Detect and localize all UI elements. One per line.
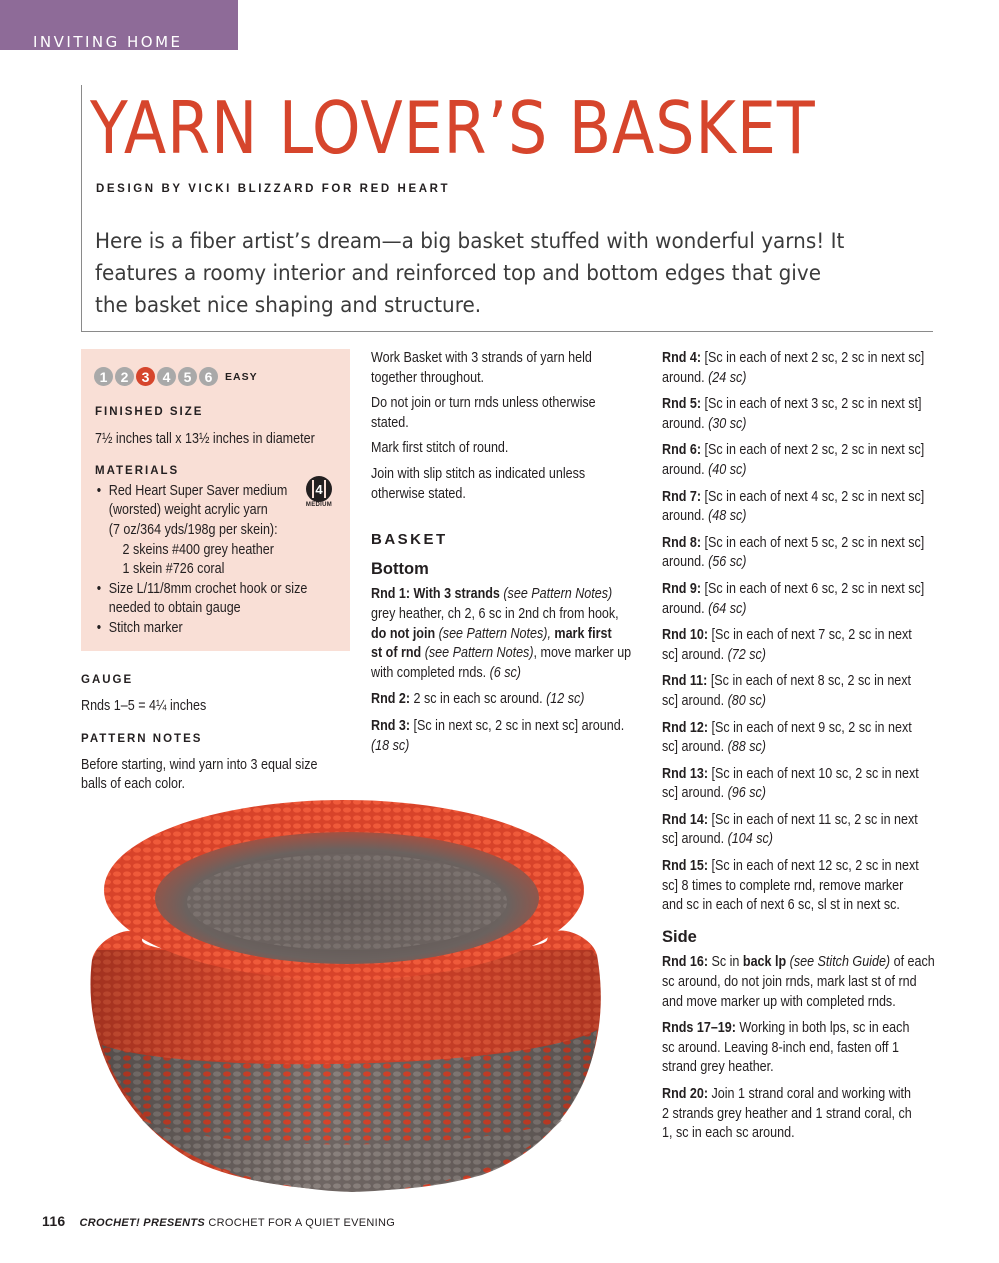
round-count: (30 sc)	[708, 415, 747, 432]
round-text: around.	[662, 600, 709, 617]
note-paragraph	[371, 394, 603, 433]
round-count: (104 sc)	[727, 831, 773, 848]
round-label: Rnd 20:	[662, 1086, 709, 1102]
yarn-ball-icon	[306, 476, 332, 502]
finished-size-label: FINISHED SIZE	[95, 406, 204, 418]
title-rule-horizontal	[81, 331, 933, 332]
round-note: (see Stitch Guide)	[786, 954, 891, 971]
round-label: Rnd 16:	[662, 954, 709, 971]
round-text: Join 1 strand coral and working with	[708, 1086, 912, 1102]
materials-label: MATERIALS	[95, 465, 180, 478]
round-label: Rnd 9:	[662, 580, 702, 597]
basket-photo	[82, 790, 612, 1200]
skill-level	[94, 367, 258, 386]
round-text: 2 sc in each sc around.	[410, 691, 547, 708]
material-yarn-line: (7 oz/364 yds/198g per skein):	[108, 521, 278, 538]
yarn-weight-number: 4	[315, 481, 323, 497]
note-line: Mark first stitch of round.	[371, 440, 509, 457]
round-text: sc] around.	[662, 785, 728, 802]
skill-dot-1: 1	[94, 367, 113, 386]
round-label: Rnd 8:	[662, 534, 702, 551]
round-count: (18 sc)	[371, 737, 410, 754]
round-text: sc] around.	[662, 692, 728, 709]
bottom-heading: Bottom	[371, 559, 429, 578]
round-item	[662, 488, 925, 527]
round-label: Rnd 3:	[371, 717, 411, 734]
round-text: [Sc in each of next 7 sc, 2 sc in next	[708, 627, 912, 644]
round-label: Rnds 17–19:	[662, 1020, 736, 1037]
side-rounds	[662, 953, 935, 1143]
round-item	[662, 626, 911, 665]
side-heading: Side	[662, 927, 697, 946]
material-yarn-line: • Red Heart Super Saver medium	[108, 482, 288, 499]
gauge-label: GAUGE	[81, 674, 134, 686]
round-text: around.	[662, 508, 709, 525]
round-text: [Sc in each of next 8 sc, 2 sc in next	[707, 673, 912, 690]
round-count: (80 sc)	[727, 692, 766, 709]
round-text: around.	[662, 554, 709, 571]
skill-dot-4: 4	[157, 367, 176, 386]
round-text: [Sc in each of next 6 sc, 2 sc in next sc]	[701, 580, 925, 597]
page-footer	[42, 1213, 395, 1229]
pattern-notes-line: balls of each color.	[81, 776, 185, 793]
round-item	[662, 811, 918, 850]
pattern-notes-label: PATTERN NOTES	[81, 733, 203, 746]
rounds-17-19	[662, 1019, 911, 1078]
note-paragraph	[371, 439, 603, 459]
gauge-text: Rnds 1–5 = 4¼ inches	[81, 697, 207, 714]
round-1	[371, 585, 632, 683]
round-text: [Sc in each of next 4 sc, 2 sc in next sc]	[701, 488, 925, 505]
round-label: Rnd 7:	[662, 488, 702, 505]
page-title: YARN LOVER’S BASKET	[90, 86, 816, 170]
material-marker: • Stitch marker	[95, 619, 310, 639]
round-label: Rnd 5:	[662, 396, 702, 413]
round-emphasis: st of rnd	[371, 645, 422, 662]
skill-dot-5: 5	[178, 367, 197, 386]
round-emphasis: mark first	[554, 625, 612, 642]
gauge-notes-column	[81, 671, 351, 795]
round-item	[662, 441, 925, 480]
footer-book-title: CROCHET FOR A QUIET EVENING	[205, 1217, 396, 1229]
notes-block	[371, 349, 603, 504]
round-count: (12 sc)	[546, 691, 585, 708]
round-item	[662, 580, 925, 619]
round-15-wrap	[662, 857, 919, 916]
note-line: Do not join or turn rnds unless otherwise	[371, 395, 596, 412]
round-label: Rnd 15:	[662, 858, 709, 875]
round-text: [Sc in next sc, 2 sc in next sc] around.	[410, 717, 625, 734]
skill-dot-6: 6	[199, 367, 218, 386]
round-count: (48 sc)	[708, 508, 747, 525]
round-note: (see Pattern Notes),	[435, 625, 555, 642]
round-15	[662, 857, 919, 916]
round-text: around.	[662, 461, 709, 478]
section-label: INVITING HOME	[33, 33, 183, 51]
note-line: together throughout.	[371, 369, 485, 386]
round-item	[662, 534, 925, 573]
round-text: sc around. Leaving 8-inch end, fasten off 1	[662, 1039, 899, 1056]
round-count: (72 sc)	[727, 646, 766, 663]
round-count: (64 sc)	[708, 600, 747, 617]
round-label: Rnd 12:	[662, 719, 709, 736]
round-item	[662, 349, 925, 388]
middle-column	[371, 349, 641, 756]
section-tab	[0, 0, 238, 50]
designer-credit: DESIGN BY VICKI BLIZZARD FOR RED HEART	[96, 183, 451, 195]
round-item	[662, 395, 922, 434]
round-emphasis: do not join	[371, 625, 436, 642]
round-text: 1, sc in each sc around.	[662, 1125, 795, 1142]
footer-brand: CROCHET! PRESENTS	[79, 1217, 205, 1229]
round-text: and sc in each of next 6 sc, sl st in next sc.	[662, 897, 900, 914]
skill-dot-3-active: 3	[136, 367, 155, 386]
round-text: 2 strands grey heather and 1 strand coral, ch	[662, 1105, 912, 1122]
round-3	[371, 717, 625, 756]
note-line: Join with slip stitch as indicated unless	[371, 465, 586, 482]
material-yarn	[95, 482, 310, 580]
round-label: Rnd 11:	[662, 673, 708, 690]
bottom-rounds	[371, 585, 632, 756]
page-number: 116	[42, 1213, 66, 1229]
round-text: [Sc in each of next 11 sc, 2 sc in next	[708, 811, 918, 828]
round-label: Rnd 14:	[662, 811, 709, 828]
round-text: grey heather, ch 2, 6 sc in 2nd ch from hook,	[371, 605, 619, 622]
round-text: [Sc in each of next 5 sc, 2 sc in next sc]	[701, 534, 925, 551]
note-line: stated.	[371, 414, 409, 431]
round-count: (56 sc)	[708, 554, 747, 571]
skill-dot-2: 2	[115, 367, 134, 386]
material-yarn-color: 2 skeins #400 grey heather	[122, 541, 274, 558]
skill-label: EASY	[225, 370, 258, 383]
materials-list	[95, 482, 310, 639]
round-text: , move marker up	[533, 645, 632, 662]
round-text: sc] around.	[662, 739, 728, 756]
round-label: Rnd 1: With 3 strands	[371, 586, 500, 603]
round-text: sc around, do not join rnds, mark last st of rnd	[662, 974, 917, 991]
round-count: (6 sc)	[489, 664, 521, 681]
round-text: and move marker up with completed rnds.	[662, 993, 896, 1010]
round-label: Rnd 10:	[662, 627, 709, 644]
round-text: Sc in	[708, 954, 743, 971]
round-count: (88 sc)	[727, 739, 766, 756]
round-item	[662, 765, 919, 804]
round-text: with completed rnds.	[371, 664, 490, 681]
round-text: [Sc in each of next 2 sc, 2 sc in next sc]	[701, 350, 925, 366]
note-line: otherwise stated.	[371, 485, 466, 502]
material-hook-line: • Size L/11/8mm crochet hook or size	[108, 580, 308, 597]
material-yarn-color: 1 skein #726 coral	[122, 561, 225, 578]
round-20	[662, 1085, 911, 1144]
round-text: [Sc in each of next 2 sc, 2 sc in next sc]	[701, 442, 925, 459]
material-hook	[95, 580, 310, 619]
round-count: (96 sc)	[727, 785, 766, 802]
yarn-weight-badge	[300, 476, 338, 512]
yarn-weight-label: MEDIUM	[305, 502, 333, 508]
right-column	[662, 349, 952, 1144]
note-line: Work Basket with 3 strands of yarn held	[371, 350, 592, 366]
round-text: strand grey heather.	[662, 1059, 774, 1076]
intro-paragraph: Here is a fiber artist’s dream—a big basket stuffed with wonderful yarns! It features a roomy interior and reinforced top and bottom edges that give the basket nice shaping and structure.	[95, 229, 845, 318]
round-count: (24 sc)	[708, 369, 747, 386]
round-text: sc] around.	[662, 831, 728, 848]
round-text: [Sc in each of next 3 sc, 2 sc in next st]	[701, 396, 922, 413]
note-paragraph	[371, 349, 603, 388]
round-label: Rnd 2:	[371, 691, 411, 708]
rounds-list	[662, 349, 925, 850]
round-note: (see Pattern Notes)	[499, 586, 613, 603]
title-rule-vertical	[81, 85, 82, 332]
round-item	[662, 719, 911, 758]
round-text: [Sc in each of next 10 sc, 2 sc in next	[708, 765, 919, 782]
round-count: (40 sc)	[708, 461, 747, 478]
round-label: Rnd 6:	[662, 442, 702, 459]
round-16	[662, 953, 935, 1012]
info-column	[95, 403, 345, 639]
round-text: sc] around.	[662, 646, 728, 663]
basket-heading: BASKET	[371, 531, 448, 549]
finished-size-text: 7½ inches tall x 13½ inches in diameter	[95, 430, 315, 447]
round-item	[662, 672, 911, 711]
round-text: [Sc in each of next 9 sc, 2 sc in next	[708, 719, 912, 736]
round-text: around.	[662, 415, 709, 432]
round-text: of each	[890, 954, 935, 971]
round-note: (see Pattern Notes)	[421, 645, 534, 662]
round-text: [Sc in each of next 12 sc, 2 sc in next	[708, 858, 919, 875]
round-text: around.	[662, 369, 709, 386]
round-text: Working in both lps, sc in each	[735, 1020, 910, 1037]
material-yarn-line: (worsted) weight acrylic yarn	[108, 502, 268, 519]
note-paragraph	[371, 465, 603, 504]
round-text: sc] 8 times to complete rnd, remove marker	[662, 877, 904, 894]
materials-list-wrap	[95, 482, 310, 639]
round-emphasis: back lp	[742, 954, 787, 971]
round-label: Rnd 4:	[662, 350, 702, 366]
round-2	[371, 690, 603, 710]
round-label: Rnd 13:	[662, 765, 709, 782]
material-hook-line: needed to obtain gauge	[108, 600, 241, 617]
pattern-notes-line: Before starting, wind yarn into 3 equal size	[81, 756, 318, 773]
